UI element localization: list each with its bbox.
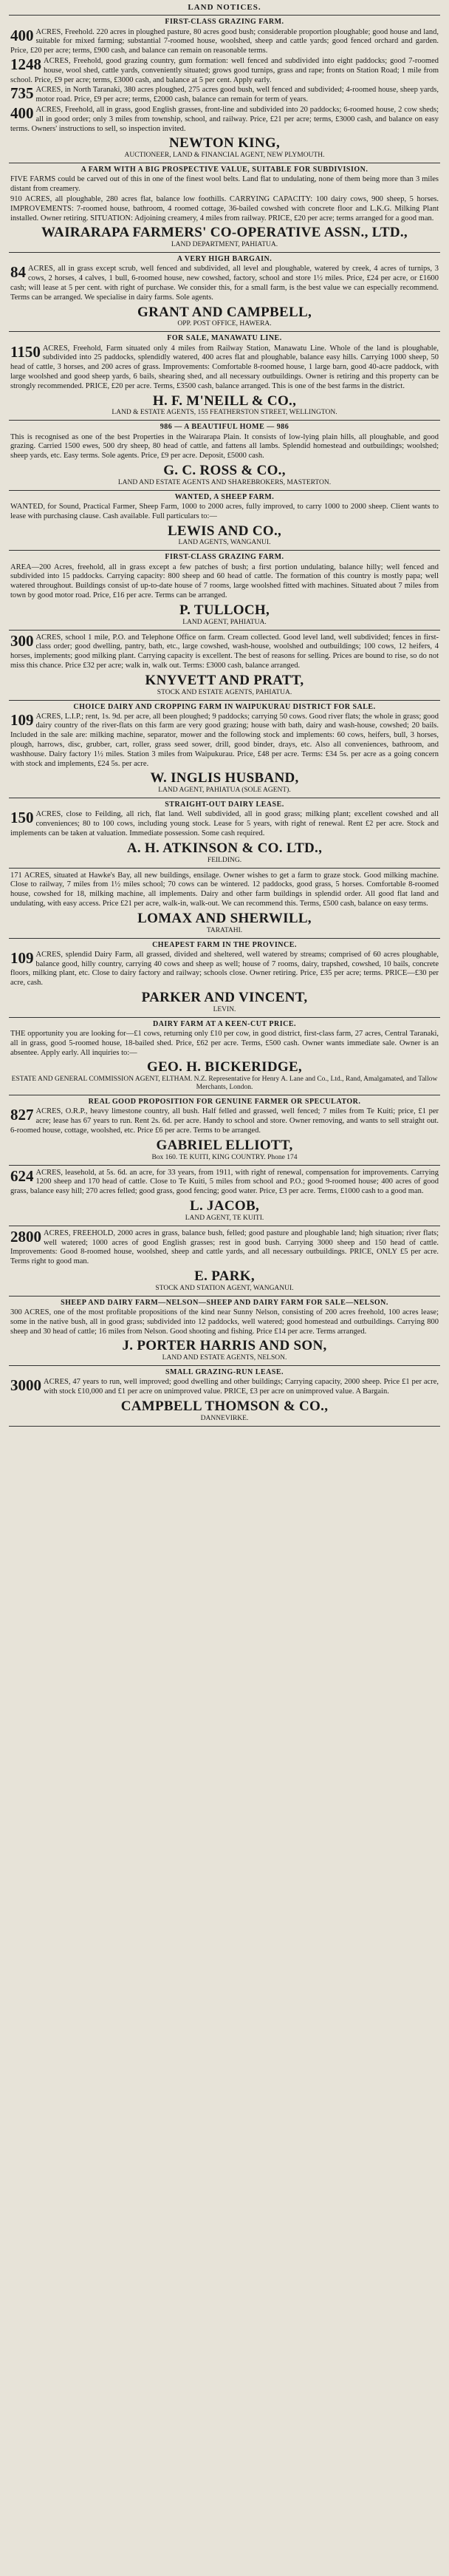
- listing-text: ACRES, FREEHOLD, 2000 acres in grass, balance bush, felled; good pasture and ploughable land; high situation; river flats; well watered; 1000 acres of good English grasses; rest in good bush. Carrying 3000 sheep and 150 head of cattle. Improvements: Good 8-roomed house, woolshed, sheep and cattle yards, and all necessary outbuildings. PRICE, ONLY £5 per acre. Terms right to good man.: [10, 1228, 439, 1266]
- land-advertisement: [9, 939, 440, 1018]
- ad-headline: A VERY HIGH BARGAIN.: [176, 255, 273, 264]
- ad-headline: 986 — A BEAUTIFUL HOME — 986: [160, 423, 289, 432]
- listing-paragraph: [10, 1378, 439, 1397]
- listing-text: AREA—200 Acres, freehold, all in grass except a few patches of bush; a first portion undulating, balance hilly; well fenced and subdivided into 15 paddocks. Carrying capacity: 800 sheep and 60 head of cattle. The formation of this country is mostly papa; well watered throughout. Buildings consist of up-to-date house of 7 rooms, large woolshed fitted with machines. Situated about 7 miles from town by good motor road. Price, £16 per acre. Terms can be arranged.: [10, 563, 439, 599]
- agent-address: TARATAHI.: [206, 926, 243, 934]
- listing-text: 300 ACRES, one of the most profitable propositions of the kind near Sunny Nelson, consisting of 200 acres freehold, 100 acres lease; some in the native bush, all in good grass; subdivided into 12 paddocks, well watered; good homestead and outbuildings. Carrying 800 sheep and 30 head of cattle; 16 miles from Nelson. Good shooting and fishing. Price £14 per acre. Terms arranged.: [10, 1308, 439, 1336]
- listing-paragraph: [10, 1308, 439, 1336]
- agent-address: OPP. POST OFFICE, HAWERA.: [177, 320, 272, 328]
- acreage-figure: 1150: [10, 342, 41, 361]
- listing-text: 171 ACRES, situated at Hawke's Bay, all new buildings, ensilage. Owner wishes to get a farm to graze stock. Good milking machine. Close to railway, 7 miles from 1½ miles school; 70 cows can be wintered. 12 paddocks, good grass, 5 horses. Comfortable 8-roomed house, cowshed for 18, milking machine, all implements. Dairy and other farm buildings in splendid order. All good flat land and undulating, with easy access. Price £21 per acre, walk-in, walk-out. We can recommend this. Terms, £500 cash, balance on easy terms.: [10, 871, 439, 908]
- ad-headline: SMALL GRAZING-RUN LEASE.: [165, 1368, 284, 1377]
- listing-text: ACRES, O.R.P., heavy limestone country, all bush. Half felled and grassed, well fenced; 7 miles from Te Kuiti; price, £1 per acre; lease has 67 years to run. Rent 2s. 6d. per acre. Handy to school and store. Owner removing, and wants to sell straight out. 6-roomed house, cottage, woolshed, etc. Price £6 per acre. Terms to be arranged.: [10, 1107, 439, 1135]
- ad-headline: CHOICE DAIRY AND CROPPING FARM IN WAIPUKURAU DISTRICT FOR SALE.: [73, 702, 376, 711]
- ad-headline: STRAIGHT-OUT DAIRY LEASE.: [165, 801, 284, 809]
- listing-paragraph: [10, 175, 439, 194]
- listing-text: ACRES, 47 years to run, well improved; good dwelling and other buildings; Carrying capacity, 2000 sheep. Price £1 per acre, with stock £10,000 and £1 per acre on unimproved value. PRICE, £3 per acre on unimproved value. A Bargain.: [44, 1378, 439, 1396]
- acreage-figure: 84: [10, 263, 26, 282]
- agent-address: LAND AGENT, PAHIATUA (SOLE AGENT).: [158, 786, 291, 795]
- agent-address: STOCK AND ESTATE AGENTS, PAHIATUA.: [157, 688, 292, 696]
- listing-paragraph: [10, 503, 439, 522]
- listing-paragraph: [10, 710, 439, 769]
- land-advertisement: [9, 1166, 440, 1226]
- agent-address: LAND AND ESTATE AGENTS, NELSON.: [162, 1354, 287, 1362]
- land-advertisement: [9, 631, 440, 701]
- land-advertisement: [9, 701, 440, 799]
- listing-text: THE opportunity you are looking for—£1 cows, returning only £10 per cow, in good district, first-class farm, 27 acres, Central Taranaki, all in grass, good 5-roomed house, 18-bailed shed. Price, £62 per acre. Terms, £500 cash. Owner wants immediate sale. Owner is an absentee. Apply early. All inquiries to:—: [10, 1030, 439, 1057]
- ad-headline: FIRST-CLASS GRAZING FARM.: [165, 18, 284, 27]
- acreage-figure: 735: [10, 84, 34, 103]
- acreage-figure: 3000: [10, 1376, 41, 1395]
- listing-text: ACRES, in North Taranaki, 380 acres ploughed, 275 acres good bush, well fenced and subdivided; 4-roomed house, sheep yards, motor road. Price, £9 per acre; terms, £2000 cash, balance can remain for term of years.: [35, 86, 439, 104]
- listing-paragraph: [10, 1030, 439, 1058]
- listing-paragraph: [10, 344, 439, 392]
- agent-name: CAMPBELL THOMSON & CO.,: [120, 1398, 329, 1414]
- listing-text: ACRES, all in grass except scrub, well fenced and subdivided, all level and ploughable, watered by creek, 4 acres of turnips, 3 cows, 2 horses, 4 calves, 1 bull, 6-roomed house, new cowshed, factory, school and store 1½ miles. Price, £24 per acre, or £1600 cash; will lease at 5 per cent. with right of purchase. We consider this, for a small farm, is the best value we can especially recommend. Terms can be arranged. We specialise in dairy farms. Sole agents.: [10, 265, 439, 302]
- ad-headline: FIRST-CLASS GRAZING FARM.: [165, 553, 284, 562]
- agent-address: LAND DEPARTMENT, PAHIATUA.: [171, 241, 278, 249]
- land-advertisement: [9, 332, 440, 421]
- listing-paragraph: [10, 1229, 439, 1267]
- listing-text: 910 ACRES, all ploughable, 280 acres flat, balance low foothills. CARRYING CAPACITY: 100 dairy cows, 900 sheep, 5 horses. IMPROVEMENTS: 7-roomed house, bathroom, 4 roomed cottage, 36-bailed cowshed with concrete floor and L.K.G. Milking Plant installed. Owner retiring. SITUATION: Adjoining creamery, 4 miles from railway. PRICE, £20 per acre; terms arranged for a good man.: [10, 194, 439, 222]
- ad-headline: REAL GOOD PROPOSITION FOR GENUINE FARMER OR SPECULATOR.: [88, 1098, 361, 1107]
- agent-name: LOMAX AND SHERWILL,: [137, 910, 312, 926]
- listing-paragraph: [10, 633, 439, 671]
- land-advertisement: [9, 1095, 440, 1165]
- agent-name: GRANT AND CAMPBELL,: [137, 304, 312, 320]
- agent-name: GEO. H. BICKERIDGE,: [147, 1059, 302, 1075]
- agent-name: A. H. ATKINSON & CO. LTD.,: [126, 840, 323, 856]
- ad-headline: DAIRY FARM AT A KEEN-CUT PRICE.: [152, 1019, 297, 1028]
- agent-name: H. F. M'NEILL & CO.,: [152, 392, 297, 409]
- ad-list: [9, 16, 440, 1426]
- listing-text: ACRES, Freehold, all in grass, good English grasses, front-line and subdivided into 20 paddocks; 6-roomed house, 2 cow sheds; all in good order; only 3 miles from township, school, and railway. Price, £21 per acre; terms, £3000 cash, and balance on easy terms. Owners' instructions to sell, so inspection invited.: [10, 105, 439, 133]
- acreage-figure: 624: [10, 1166, 34, 1185]
- agent-name: GABRIEL ELLIOTT,: [156, 1137, 293, 1153]
- agent-address: Box 160. TE KUITI, KING COUNTRY. Phone 174: [151, 1153, 298, 1161]
- page-title: LAND NOTICES.: [9, 1, 440, 16]
- agent-name: E. PARK,: [194, 1268, 255, 1284]
- agent-address: LAND AGENTS, WANGANUI.: [178, 539, 271, 547]
- land-advertisement: [9, 1366, 440, 1427]
- listing-text: ACRES, splendid Dairy Farm, all grassed, divided and sheltered, well watered by streams; comprised of 60 acres ploughable, balance good, hilly country, carrying 40 cows and sheep as well; house of 7 rooms, dairy, trapshed, cowshed, 10 bails, concrete floors, milking plant, etc. Close to dairy factory and railway; schools close. Owner retiring. Price, £35 per acre; terms. PRICE—£30 per acre, cash.: [10, 950, 439, 988]
- listing-text: This is recognised as one of the best Properties in the Wairarapa Plain. It consists of low-lying plain hills, all ploughable, and good grazing. Carried 1500 ewes, 500 dry sheep, 80 head of cattle, and fattens all lambs. Splendid homestead and outbuildings; woolshed; sheep yards, etc. Easy terms. Sole agents. Price, £9 per acre. Deposit, £5000 cash.: [10, 432, 439, 461]
- listing-text: ACRES, L.I.P.; rent, 1s. 9d. per acre, all been ploughed; 9 paddocks; carrying 50 cows. Good river flats; the whole in grass; good dairy country of the river-flats on this farm are very good grazing; house with bath, dairy and wash-house, cowshed; 20 bails. Included in the sale are: milking machine, separator, mower and the following stock and implements: 60 cows, heifers, bull, 3 horses, plough, harrows, disc, grubber, cart, roller, grass seed sower, drill, good binder, drays, etc. Also all conveniences, bathroom, and washhouse. Dairy factory 1½ miles. Station 3 miles from Waipukurau. Price, £48 per acre. Terms: £34 5s. per acre as a going concern with stock and implements, £24 5s. per acre.: [10, 712, 439, 768]
- land-advertisement: [9, 1226, 440, 1297]
- agent-address: LAND AND ESTATE AGENTS AND SHAREBROKERS, MASTERTON.: [117, 478, 332, 486]
- land-advertisement: [9, 551, 440, 630]
- listing-paragraph: [10, 871, 439, 909]
- agent-name: J. PORTER HARRIS AND SON,: [122, 1338, 327, 1354]
- listing-paragraph: [10, 195, 439, 223]
- agent-address: ESTATE AND GENERAL COMMISSION AGENT, ELTHAM. N.Z. Representative for Henry A. Lane and Co., Ltd., Rand, Amalgamated, and Tallow Merchants, London.: [11, 1075, 438, 1092]
- agent-address: AUCTIONEER, LAND & FINANCIAL AGENT, NEW PLYMOUTH.: [124, 152, 325, 160]
- land-advertisement: [9, 163, 440, 253]
- agent-name: PARKER AND VINCENT,: [141, 990, 308, 1006]
- listing-paragraph: [10, 86, 439, 105]
- acreage-figure: 400: [10, 26, 34, 44]
- agent-address: LAND AGENT, TE KUITI.: [185, 1214, 264, 1222]
- land-advertisement: [9, 16, 440, 163]
- listing-text: WANTED, for Sound, Practical Farmer, Sheep Farm, 1000 to 2000 acres, fully improved, to carry 1000 to 2000 sheep. Client wants to lease with purchasing clause. Cash available. Full particulars to:—: [10, 502, 439, 520]
- acreage-figure: 300: [10, 631, 34, 650]
- listing-paragraph: [10, 1166, 439, 1197]
- listing-text: ACRES, leasehold, at 5s. 6d. an acre, for 33 years, from 1911, with right of renewal, compensation for improvements. Carrying 1200 sheep and 170 head of cattle. Close to Te Kuiti, 5 miles from school and P.O.; good 9-roomed house; 400 acres of good grass, balance easy hill; 270 acres felled; good grass, good fencing; good water. Price, £3 per acre. Terms, £1000 cash to a good man.: [10, 1168, 439, 1196]
- listing-text: FIVE FARMS could be carved out of this in one of the finest wool belts. Land flat to undulating, none of them being more than 3 miles distant from creamery.: [10, 175, 439, 194]
- acreage-figure: 109: [10, 948, 34, 967]
- acreage-figure: 1248: [10, 55, 41, 73]
- listing-paragraph: [10, 28, 439, 56]
- land-advertisement: [9, 253, 440, 332]
- listing-paragraph: [10, 57, 439, 85]
- listing-paragraph: [10, 103, 439, 134]
- agent-address: DANNEVIRKE.: [200, 1414, 249, 1422]
- agent-address: FEILDING.: [207, 856, 242, 864]
- listing-paragraph: [10, 948, 439, 988]
- agent-name: W. INGLIS HUSBAND,: [150, 770, 299, 786]
- agent-name: KNYVETT AND PRATT,: [145, 672, 304, 688]
- listing-text: ACRES, close to Feilding, all rich, flat land. Well subdivided, all in good grass; milking plant; excellent cowshed and all conveniences; 80 to 100 cows, including young stock. Lease for 5 years, with right of renewal. Rent £2 per acre. Stock and implements can be taken at valuation. Immediate possession. Some cash required.: [10, 810, 439, 838]
- agent-address: LAND AGENT, PAHIATUA.: [182, 618, 267, 626]
- listing-paragraph: [10, 810, 439, 838]
- listing-paragraph: [10, 433, 439, 461]
- agent-name: P. TULLOCH,: [179, 602, 270, 618]
- ad-headline: FOR SALE, MANAWATU LINE.: [167, 334, 282, 343]
- agent-name: NEWTON KING,: [169, 135, 280, 152]
- listing-paragraph: [10, 563, 439, 601]
- land-advertisement: [9, 421, 440, 490]
- agent-name: G. C. ROSS & CO.,: [163, 462, 286, 478]
- listing-paragraph: [10, 1107, 439, 1135]
- listing-paragraph: [10, 265, 439, 302]
- ad-headline: CHEAPEST FARM IN THE PROVINCE.: [152, 940, 297, 949]
- agent-name: L. JACOB,: [189, 1197, 260, 1214]
- agent-name: WAIRARAPA FARMERS' CO-OPERATIVE ASSN., LTD.,: [41, 225, 408, 241]
- listing-text: ACRES, school 1 mile, P.O. and Telephone Office on farm. Cream collected. Good level land, well subdivided; fences in first-class order; good dwelling, pantry, bath, etc., large cowshed, wash-house, woolshed and outbuildings; 100 cows, 12 heifers, 4 horses, implements; good milking plant. Carrying capacity is excellent. The best of reasons for selling. Prices are bound to rise, so do not miss this chance. Price £32 per acre; walk in, walk out. Terms: £3000 cash, balance arranged.: [10, 633, 439, 670]
- agent-address: LEVIN.: [213, 1005, 236, 1013]
- land-notices-page: [9, 0, 440, 1427]
- listing-text: ACRES, Freehold, good grazing country, gum formation: well fenced and subdivided into eight paddocks; good 7-roomed house, wool shed, cattle yards, conveniently situated; grows good turnips, grass and rape; fronts on Station Road; 1 mile from school. Price, £9 per acre; terms, £3000 cash, and balance at 5 per cent. Apply early.: [10, 56, 439, 84]
- listing-text: ACRES, Freehold. 220 acres in ploughed pasture, 80 acres good bush; considerable proportion ploughable; good house and land, suitable for mixed farming; substantial 7-roomed house, woolshed, sheep and cattle yards; good fenced orchard and garden. Price, £20 per acre; terms, £900 cash, and balance can remain on reasonable terms.: [10, 27, 439, 55]
- acreage-figure: 2800: [10, 1227, 41, 1245]
- land-advertisement: [9, 1297, 440, 1366]
- acreage-figure: 400: [10, 103, 34, 122]
- acreage-figure: 109: [10, 710, 34, 729]
- land-advertisement: [9, 869, 440, 939]
- agent-name: LEWIS AND CO.,: [167, 523, 282, 539]
- acreage-figure: 827: [10, 1106, 34, 1124]
- ad-headline: SHEEP AND DAIRY FARM—NELSON—SHEEP AND DAIRY FARM FOR SALE—NELSON.: [61, 1298, 388, 1307]
- ad-headline: A FARM WITH A BIG PROSPECTIVE VALUE, SUITABLE FOR SUBDIVISION.: [80, 166, 369, 174]
- listing-text: ACRES, Freehold, Farm situated only 4 miles from Railway Station, Manawatu Line. Whole of the land is ploughable, subdivided into 25 paddocks, splendidly watered, 400 acres flat and ploughable, balance easy hills. Carrying 1000 sheep, 50 head of cattle, 3 horses, and 200 acres of grass. Improvements: Comfortable 8-roomed house, 1 large barn, good 40-acre paddock, with large woolshed and good sheep yards, 6 bails, shearing shed, and all necessary outbuildings. Owner is retiring and this property can be strongly recommended. PRICE, £20 per acre. Terms, £3500 cash, balance arranged. This is one of the best farms in the district.: [10, 344, 439, 390]
- land-advertisement: [9, 798, 440, 868]
- ad-headline: WANTED, A SHEEP FARM.: [174, 492, 275, 501]
- agent-address: LAND & ESTATE AGENTS, 155 FEATHERSTON STREET, WELLINGTON.: [112, 409, 337, 417]
- land-advertisement: [9, 1018, 440, 1095]
- land-advertisement: [9, 491, 440, 551]
- agent-address: STOCK AND STATION AGENT, WANGANUI.: [155, 1284, 294, 1292]
- acreage-figure: 150: [10, 809, 34, 827]
